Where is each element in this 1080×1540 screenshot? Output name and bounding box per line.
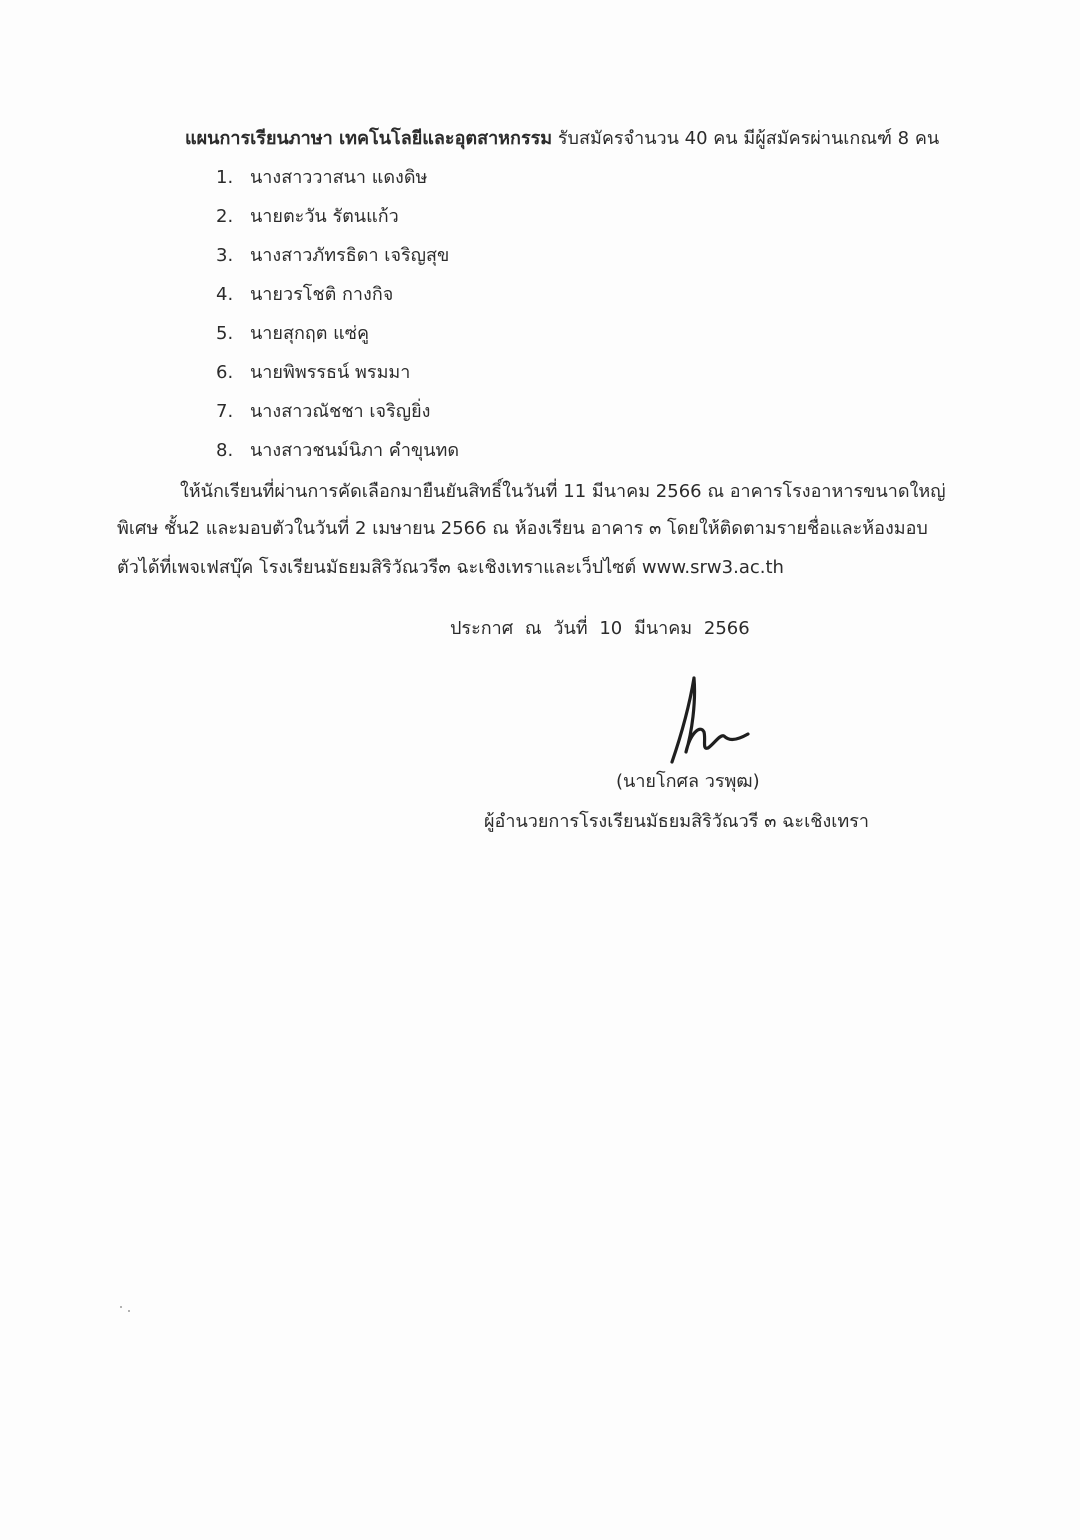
student-name: นายตะวัน รัตนแก้ว [250, 206, 399, 227]
student-list [216, 163, 459, 475]
plan-title: แผนการเรียนภาษา เทคโนโลยีและอุตสาหกรรม [185, 128, 553, 149]
list-item [216, 163, 459, 202]
student-name: นางสาวภัทรธิดา เจริญสุข [250, 245, 450, 266]
student-name: นางสาวชนม์นิภา คำขุนทด [250, 440, 460, 461]
scan-speck [128, 1310, 130, 1312]
plan-summary: รับสมัครจำนวน 40 คน มีผู้สมัครผ่านเกณฑ์ 8 คน [557, 128, 940, 149]
list-number: 5. [216, 323, 234, 344]
instructions-line-1: ให้นักเรียนที่ผ่านการคัดเลือกมายืนยันสิทธิ์ในวันที่ 11 มีนาคม 2566 ณ อาคารโรงอาหารขนาดใหญ่ [180, 481, 946, 502]
list-number: 4. [216, 284, 234, 305]
list-item [216, 202, 459, 241]
list-item [216, 241, 459, 280]
list-item [216, 397, 459, 436]
list-item [216, 280, 459, 319]
list-number: 3. [216, 245, 234, 266]
list-item [216, 358, 459, 397]
announcement-date: ประกาศ ณ วันที่ 10 มีนาคม 2566 [450, 618, 750, 639]
instructions-line-3: ตัวได้ที่เพจเฟสบุ๊ค โรงเรียนมัธยมสิริวัณวรี๓ ฉะเชิงเทราและเว็ปไซต์ www.srw3.ac.th [117, 557, 784, 578]
list-number: 7. [216, 401, 234, 422]
plan-heading [185, 125, 985, 153]
scan-speck [120, 1306, 122, 1308]
list-item [216, 319, 459, 358]
signer-title: ผู้อำนวยการโรงเรียนมัธยมสิริวัณวรี ๓ ฉะเชิงเทรา [484, 811, 870, 832]
list-number: 1. [216, 167, 234, 188]
list-number: 8. [216, 440, 234, 461]
list-number: 2. [216, 206, 234, 227]
student-name: นายสุกฤต แซ่คู [250, 323, 370, 344]
list-item [216, 436, 459, 475]
signer-name: (นายโกศล วรพุฒ) [616, 771, 760, 792]
signature-image [650, 672, 760, 772]
instructions-line-2: พิเศษ ชั้น2 และมอบตัวในวันที่ 2 เมษายน 2566 ณ ห้องเรียน อาคาร ๓ โดยให้ติดตามรายชื่อและห้องมอบ [117, 518, 928, 539]
list-number: 6. [216, 362, 234, 383]
student-name: นางสาวณัชชา เจริญยิ่ง [250, 401, 431, 422]
student-name: นางสาววาสนา แดงดิษ [250, 167, 428, 188]
student-name: นายวรโชติ กางกิจ [250, 284, 394, 305]
student-name: นายพิพรรธน์ พรมมา [250, 362, 411, 383]
